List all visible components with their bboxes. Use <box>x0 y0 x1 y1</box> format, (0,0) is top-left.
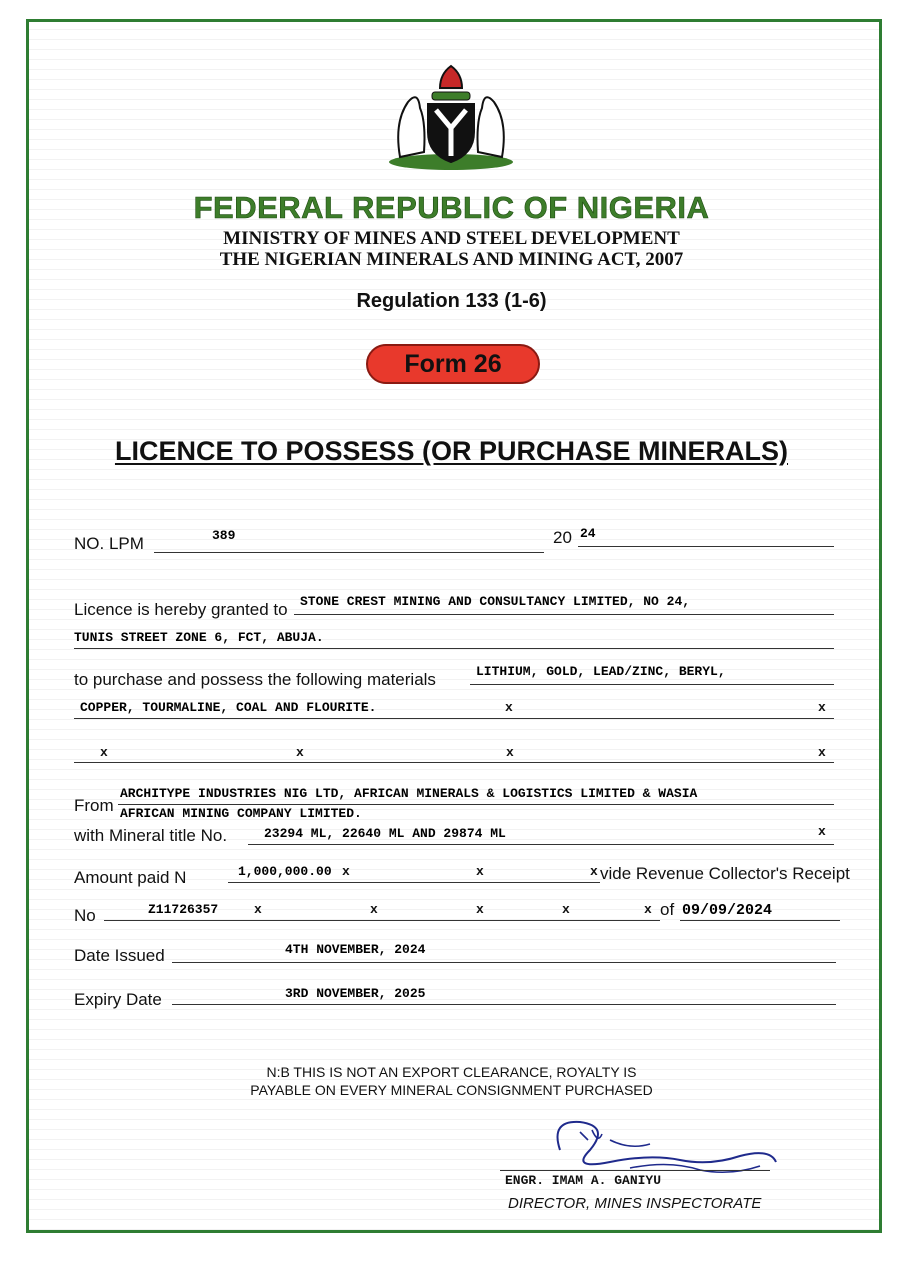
expiry-date-value: 3RD NOVEMBER, 2025 <box>285 986 426 1001</box>
director-title: DIRECTOR, MINES INSPECTORATE <box>508 1195 762 1212</box>
expiry-date-label: Expiry Date <box>74 990 162 1009</box>
filler-x: x <box>342 864 350 879</box>
granted-value-line-2: TUNIS STREET ZONE 6, FCT, ABUJA. <box>74 630 324 645</box>
filler-x: x <box>254 902 262 917</box>
filler-x: x <box>505 700 513 715</box>
arms-eagle <box>440 66 462 88</box>
ministry-heading: MINISTRY OF MINES AND STEEL DEVELOPMENT <box>223 228 680 249</box>
filler-x: x <box>818 824 826 839</box>
country-heading: FEDERAL REPUBLIC OF NIGERIA <box>193 190 710 225</box>
receipt-date-line <box>680 920 840 921</box>
materials-value-line-2: COPPER, TOURMALINE, COAL AND FLOURITE. <box>80 700 377 715</box>
mineral-title-label: with Mineral title No. <box>74 826 228 845</box>
granted-label: Licence is hereby granted to <box>74 600 288 619</box>
filler-x: x <box>296 745 304 760</box>
director-name: ENGR. IMAM A. GANIYU <box>505 1173 662 1188</box>
filler-x: x <box>476 864 484 879</box>
receipt-number-line <box>104 920 660 921</box>
year-line <box>578 546 834 547</box>
amount-label: Amount paid N <box>74 868 187 887</box>
granted-line-1 <box>294 614 834 615</box>
date-issued-line <box>172 962 836 963</box>
regulation-heading: Regulation 133 (1-6) <box>356 290 547 312</box>
arms-left-horse <box>398 97 424 157</box>
materials-value-line-1: LITHIUM, GOLD, LEAD/ZINC, BERYL, <box>476 664 726 679</box>
coat-of-arms-emblem <box>380 62 522 174</box>
materials-line-3 <box>74 762 834 763</box>
year-label: 20 <box>553 528 572 547</box>
filler-x: x <box>370 902 378 917</box>
receipt-date-value: 09/09/2024 <box>682 902 773 919</box>
amount-line <box>228 882 600 883</box>
from-value-line-1: ARCHITYPE INDUSTRIES NIG LTD, AFRICAN MINERALS & LOGISTICS LIMITED & WASIA <box>120 786 698 801</box>
expiry-date-line <box>172 1004 836 1005</box>
act-heading: THE NIGERIAN MINERALS AND MINING ACT, 2007 <box>219 249 684 270</box>
from-label: From <box>74 796 114 815</box>
receipt-label: vide Revenue Collector's Receipt <box>600 864 850 883</box>
receipt-number-value: Z11726357 <box>148 902 219 917</box>
licence-number-label: NO. LPM <box>74 534 144 553</box>
materials-line-1 <box>470 684 834 685</box>
filler-x: x <box>476 902 484 917</box>
note-line-1: N:B THIS IS NOT AN EXPORT CLEARANCE, ROYALTY IS <box>266 1064 637 1080</box>
filler-x: x <box>562 902 570 917</box>
granted-line-2 <box>74 648 834 649</box>
filler-x: x <box>818 745 826 760</box>
from-value-line-2: AFRICAN MINING COMPANY LIMITED. <box>120 806 362 821</box>
form-number-badge: Form 26 <box>366 344 540 384</box>
licence-number-value: 389 <box>212 528 236 543</box>
note-line-2: PAYABLE ON EVERY MINERAL CONSIGNMENT PURCHASED <box>250 1082 653 1098</box>
licence-number-line <box>154 552 544 553</box>
materials-line-2 <box>74 718 834 719</box>
mineral-title-value: 23294 ML, 22640 ML AND 29874 ML <box>264 826 506 841</box>
mineral-title-line <box>248 844 834 845</box>
filler-x: x <box>644 902 652 917</box>
arms-wreath <box>432 92 470 100</box>
signature-line <box>500 1170 770 1171</box>
from-line-1 <box>118 804 834 805</box>
receipt-date-label: of <box>660 900 675 919</box>
filler-x: x <box>506 745 514 760</box>
filler-x: x <box>818 700 826 715</box>
receipt-number-label: No <box>74 906 96 925</box>
arms-right-horse <box>478 97 504 157</box>
granted-value-line-1: STONE CREST MINING AND CONSULTANCY LIMITED, NO 24, <box>300 594 691 609</box>
year-value: 24 <box>580 526 596 541</box>
materials-label: to purchase and possess the following materials <box>74 670 436 689</box>
amount-value: 1,000,000.00 <box>238 864 332 879</box>
licence-title: LICENCE TO POSSESS (OR PURCHASE MINERALS) <box>114 436 789 466</box>
date-issued-value: 4TH NOVEMBER, 2024 <box>285 942 426 957</box>
date-issued-label: Date Issued <box>74 946 165 965</box>
filler-x: x <box>590 864 598 879</box>
filler-x: x <box>100 745 108 760</box>
